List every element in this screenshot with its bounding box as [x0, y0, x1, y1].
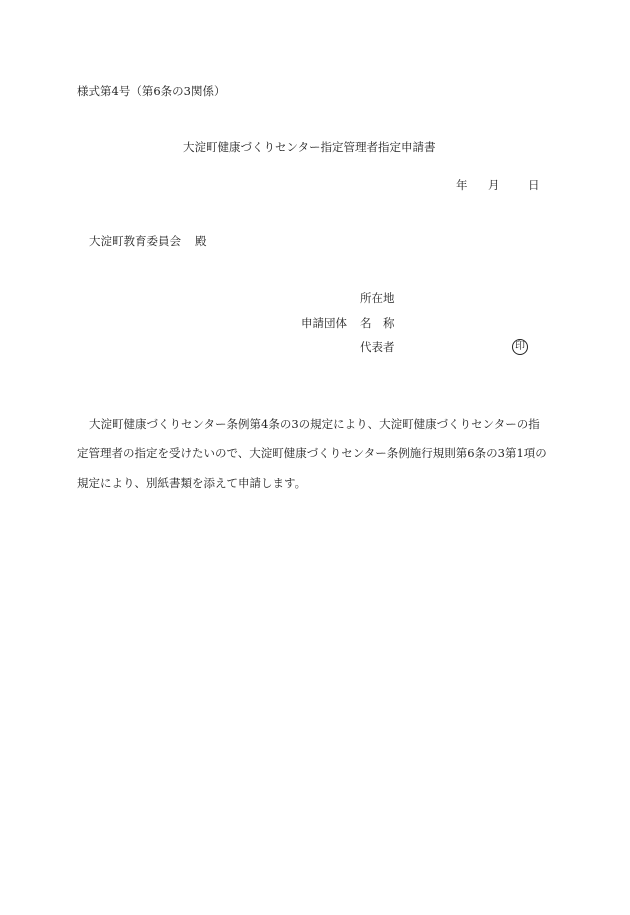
- date-line: [456, 180, 540, 192]
- name-field-label-part2: 称: [383, 316, 395, 330]
- name-field-label-part1: 名: [360, 316, 372, 330]
- body-line: 規定により、別紙書類を添えて申請します。: [77, 476, 307, 490]
- seal-mark: 印: [512, 339, 528, 355]
- name-field-label: [360, 318, 395, 330]
- body-line: 大淀町健康づくりセンター条例第4条の3の規定により、大淀町健康づくりセンターの指: [89, 417, 540, 431]
- representative-field-label: 代表者: [360, 340, 395, 354]
- addressee: [89, 236, 207, 248]
- date-year-label: 年: [456, 178, 468, 192]
- document-title: 大淀町健康づくりセンター指定管理者指定申請書: [183, 140, 436, 154]
- address-field-label: 所在地: [360, 291, 395, 305]
- date-day-label: 日: [528, 178, 540, 192]
- date-month-label: 月: [488, 178, 500, 192]
- form-number: 様式第4号（第6条の3関係）: [77, 84, 226, 98]
- body-line: 定管理者の指定を受けたいので、大淀町健康づくりセンター条例施行規則第6条の3第1項の: [77, 446, 547, 460]
- addressee-honorific: 殿: [195, 234, 207, 248]
- applicant-label: 申請団体: [301, 316, 347, 330]
- addressee-name: 大淀町教育委員会: [89, 234, 181, 248]
